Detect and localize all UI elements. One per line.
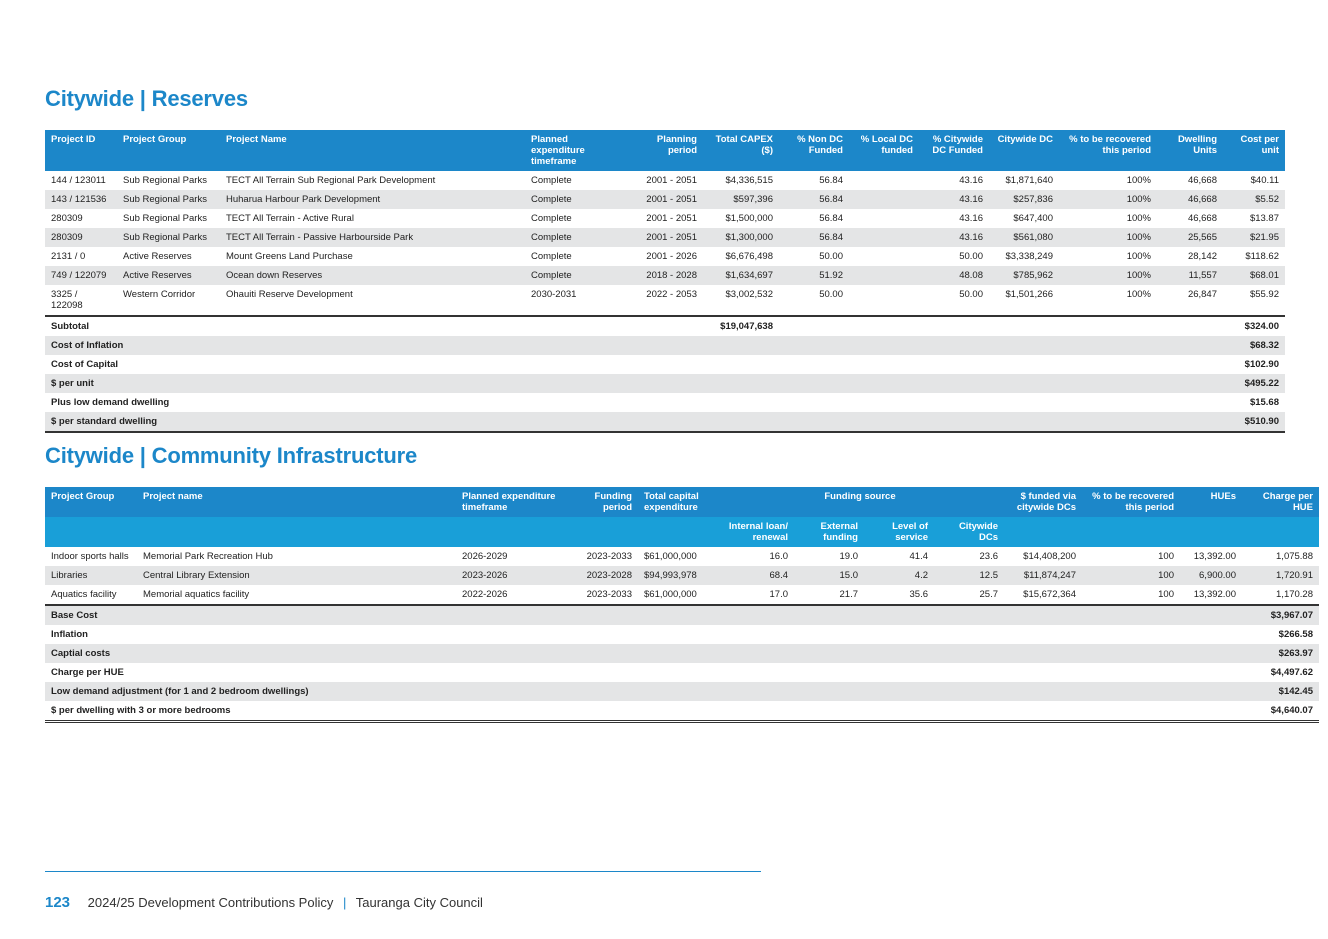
cell-non-dc-funded: 56.84 (819, 175, 843, 186)
cell-planning-period: 2001 - 2051 (625, 190, 703, 209)
col-external-funding: External funding (794, 517, 864, 547)
total-value: $510.90 (1223, 412, 1285, 432)
col-total-capex: Total CAPEX ($) (703, 130, 779, 171)
community-title: Citywide | Community Infrastructure (45, 443, 417, 468)
cell-planned-timeframe: 2022-2026 (462, 589, 508, 600)
cell-dwelling-units: 26,847 (1187, 289, 1217, 300)
cell-cost-per-unit: $55.92 (1249, 289, 1279, 300)
col-planning-period: Planning period (625, 130, 703, 171)
col-dwelling-units: Dwelling Units (1157, 130, 1223, 171)
cell-planned-timeframe: Complete (531, 175, 572, 186)
cell-project-group: Sub Regional Parks (117, 228, 220, 247)
cell-project-id: 143 / 121536 (45, 190, 117, 209)
reserves-header-row (45, 130, 1285, 171)
cell-citywide-dc-funded: 50.00 (959, 251, 983, 262)
cell-planning-period: 2001 - 2026 (646, 251, 697, 262)
cell-total-capital: $61,000,000 (644, 589, 697, 600)
cell-local-dc-funded (849, 171, 919, 190)
cell-citywide-dc-funded: 50.00 (959, 289, 983, 300)
cell-dwelling-units: 46,668 (1187, 213, 1217, 224)
cell-funded-via-dcs: $11,874,247 (1004, 566, 1082, 585)
cell-planning-period: 2001 - 2051 (646, 213, 697, 224)
cell-total-capex: $3,002,532 (725, 289, 773, 300)
cell-total-capex: $1,634,697 (703, 266, 779, 285)
col-citywide-dc: Citywide DC (989, 130, 1059, 171)
cell-citywide-dc: $1,871,640 (1005, 175, 1053, 186)
cell-hues: 6,900.00 (1180, 566, 1242, 585)
cell-citywide-dc-funded: 43.16 (919, 228, 989, 247)
cell-project-id: 144 / 123011 (51, 175, 106, 186)
total-label: Cost of Capital (51, 359, 119, 370)
cell-external-funding: 19.0 (839, 551, 858, 562)
cell-internal-loan: 17.0 (769, 589, 788, 600)
total-value: $266.58 (1278, 629, 1313, 640)
footer-rule (45, 871, 761, 872)
total-row (45, 663, 1319, 682)
cell-project-group: Libraries (45, 566, 137, 585)
cell-planned-timeframe: Complete (531, 213, 572, 224)
footer-separator: | (342, 895, 347, 910)
total-label: $ per unit (45, 374, 703, 393)
total-label: Base Cost (45, 605, 1242, 625)
cell-planned-timeframe: Complete (525, 190, 625, 209)
cell-local-dc-funded (849, 266, 919, 285)
cell-planning-period: 2001 - 2051 (646, 175, 697, 186)
col-citywide-dc-funded: % Citywide DC Funded (919, 130, 989, 171)
total-capex (703, 336, 779, 355)
col-charge-per-hue: Charge per HUE (1242, 487, 1319, 517)
total-label: $ per dwelling with 3 or more bedrooms (45, 701, 1242, 722)
cell-project-name: TECT All Terrain - Passive Harbourside Park (220, 228, 525, 247)
col-planned-timeframe: Planned expenditure timeframe (456, 487, 566, 517)
cell-project-name: Central Library Extension (137, 566, 456, 585)
cell-citywide-dc: $257,836 (989, 190, 1059, 209)
cell-citywide-dc: $1,501,266 (1005, 289, 1053, 300)
cell-charge-per-hue: 1,075.88 (1276, 551, 1313, 562)
table-row (45, 585, 1319, 605)
col-funding-period: Funding period (566, 487, 638, 517)
cell-recovered: 100 (1158, 589, 1174, 600)
cell-cost-per-unit: $21.95 (1223, 228, 1285, 247)
table-row (45, 209, 1285, 228)
total-row (45, 336, 1285, 355)
cell-planning-period: 2022 - 2053 (646, 289, 697, 300)
cell-project-group: Sub Regional Parks (117, 190, 220, 209)
cell-cost-per-unit: $13.87 (1249, 213, 1279, 224)
cell-local-dc-funded (849, 247, 919, 266)
cell-project-group: Sub Regional Parks (123, 175, 207, 186)
cell-recovered: 100% (1126, 251, 1151, 262)
total-capex (703, 374, 779, 393)
total-capex (703, 412, 779, 432)
table-row (45, 171, 1285, 190)
total-value: $4,640.07 (1242, 701, 1319, 722)
cell-planned-timeframe: 2023-2026 (456, 566, 566, 585)
col-recovered: % to be recovered this period (1082, 487, 1180, 517)
cell-recovered: 100% (1126, 213, 1151, 224)
page-number: 123 (45, 894, 71, 911)
total-value: $102.90 (1244, 359, 1279, 370)
cell-planned-timeframe: Complete (525, 266, 625, 285)
total-row (45, 701, 1319, 722)
total-row (45, 355, 1285, 374)
col-project-name: Project name (137, 487, 456, 517)
cell-citywide-dc-funded: 48.08 (919, 266, 989, 285)
total-value: $324.00 (1223, 316, 1285, 336)
cell-project-id: 280309 (51, 213, 83, 224)
col-total-capital: Total capital expenditure (638, 487, 716, 517)
col-project-id: Project ID (45, 130, 117, 171)
cell-project-name: Ohauiti Reserve Development (226, 289, 353, 300)
cell-total-capital: $61,000,000 (644, 551, 697, 562)
total-label: Inflation (51, 629, 88, 640)
cell-planned-timeframe: 2026-2029 (462, 551, 508, 562)
cell-project-group: Indoor sports halls (51, 551, 129, 562)
cell-local-dc-funded (849, 209, 919, 228)
cell-cost-per-unit: $40.11 (1250, 175, 1279, 186)
table-row (45, 190, 1285, 209)
cell-citywide-dc: $647,400 (1013, 213, 1053, 224)
total-row (45, 393, 1285, 412)
total-capex: $19,047,638 (703, 316, 779, 336)
total-label: Subtotal (45, 316, 703, 336)
cell-recovered: 100% (1059, 266, 1157, 285)
cell-level-of-service: 41.4 (909, 551, 928, 562)
col-project-name: Project Name (220, 130, 525, 171)
cell-total-capex: $597,396 (703, 190, 779, 209)
table-row (45, 547, 1319, 566)
col-planned-timeframe: Planned expenditure timeframe (525, 130, 625, 171)
cell-citywide-dc-funded: 43.16 (959, 213, 983, 224)
cell-project-name: Mount Greens Land Purchase (226, 251, 353, 262)
cell-citywide-dcs: 12.5 (934, 566, 1004, 585)
cell-local-dc-funded (849, 190, 919, 209)
col-internal-loan: Internal loan/ renewal (716, 517, 794, 547)
cell-dwelling-units: 11,557 (1157, 266, 1223, 285)
cell-total-capital: $94,993,978 (638, 566, 716, 585)
cell-project-id: 2131 / 0 (51, 251, 86, 262)
cell-external-funding: 15.0 (794, 566, 864, 585)
table-row (45, 566, 1319, 585)
cell-recovered: 100% (1126, 175, 1151, 186)
cell-non-dc-funded: 56.84 (779, 228, 849, 247)
cell-internal-loan: 68.4 (716, 566, 794, 585)
total-row (45, 625, 1319, 644)
cell-project-name: Memorial Park Recreation Hub (143, 551, 273, 562)
total-value: $68.32 (1223, 336, 1285, 355)
reserves-table (45, 130, 1285, 433)
community-subheader-row (45, 517, 1319, 547)
cell-dwelling-units: 25,565 (1157, 228, 1223, 247)
total-row (45, 644, 1319, 663)
cell-level-of-service: 4.2 (864, 566, 934, 585)
cell-hues: 13,392.00 (1193, 551, 1236, 562)
total-value: $495.22 (1223, 374, 1285, 393)
total-label: Cost of Inflation (45, 336, 703, 355)
cell-citywide-dcs: 23.6 (979, 551, 998, 562)
cell-recovered: 100% (1126, 289, 1151, 300)
table-row (45, 247, 1285, 266)
community-table (45, 487, 1319, 723)
table-row (45, 228, 1285, 247)
cell-non-dc-funded: 50.00 (819, 251, 843, 262)
total-row (45, 682, 1319, 701)
col-citywide-dcs: Citywide DCs (934, 517, 1004, 547)
cell-non-dc-funded: 51.92 (779, 266, 849, 285)
col-local-dc-funded: % Local DC funded (849, 130, 919, 171)
cell-non-dc-funded: 56.84 (779, 190, 849, 209)
cell-charge-per-hue: 1,720.91 (1242, 566, 1319, 585)
col-project-group: Project Group (45, 487, 137, 517)
cell-recovered: 100% (1059, 228, 1157, 247)
total-label: Plus low demand dwelling (51, 397, 170, 408)
table-row (45, 266, 1285, 285)
total-capex (703, 355, 779, 374)
cell-cost-per-unit: $68.01 (1223, 266, 1285, 285)
cell-citywide-dc-funded: 43.16 (919, 190, 989, 209)
total-label: $ per standard dwelling (45, 412, 703, 432)
cell-dwelling-units: 28,142 (1187, 251, 1217, 262)
total-value: $15.68 (1249, 397, 1279, 408)
cell-planning-period: 2001 - 2051 (625, 228, 703, 247)
cell-project-group: Active Reserves (123, 251, 192, 262)
cell-non-dc-funded: 56.84 (819, 213, 843, 224)
total-row (45, 316, 1285, 336)
cell-total-capex: $6,676,498 (725, 251, 773, 262)
col-funding-source: Funding source (716, 487, 1004, 517)
col-funded-via-dcs: $ funded via citywide DCs (1004, 487, 1082, 517)
cell-project-group: Sub Regional Parks (123, 213, 207, 224)
cell-dwelling-units: 46,668 (1187, 175, 1217, 186)
col-hues: HUEs (1180, 487, 1242, 517)
total-capex (703, 393, 779, 412)
cell-project-id: 3325 / 122098 (51, 289, 83, 311)
col-cost-per-unit: Cost per unit (1223, 130, 1285, 171)
cell-citywide-dc: $785,962 (989, 266, 1059, 285)
cell-project-name: Memorial aquatics facility (143, 589, 250, 600)
cell-project-group: Active Reserves (117, 266, 220, 285)
cell-dwelling-units: 46,668 (1157, 190, 1223, 209)
cell-cost-per-unit: $118.62 (1245, 251, 1279, 262)
cell-funding-period: 2023-2028 (566, 566, 638, 585)
cell-local-dc-funded (849, 228, 919, 247)
cell-project-name: TECT All Terrain Sub Regional Park Development (226, 175, 436, 186)
cell-external-funding: 21.7 (839, 589, 858, 600)
cell-charge-per-hue: 1,170.28 (1276, 589, 1313, 600)
cell-recovered: 100 (1082, 566, 1180, 585)
cell-recovered: 100% (1059, 190, 1157, 209)
col-project-group: Project Group (117, 130, 220, 171)
cell-project-group: Aquatics facility (51, 589, 117, 600)
cell-citywide-dc-funded: 43.16 (959, 175, 983, 186)
total-value: $4,497.62 (1270, 667, 1313, 678)
document-title: 2024/25 Development Contributions Policy (87, 895, 334, 910)
cell-project-name: Ocean down Reserves (220, 266, 525, 285)
reserves-title: Citywide | Reserves (45, 86, 248, 111)
community-header-row (45, 487, 1319, 517)
cell-cost-per-unit: $5.52 (1223, 190, 1285, 209)
cell-non-dc-funded: 50.00 (819, 289, 843, 300)
cell-local-dc-funded (849, 285, 919, 316)
total-value: $142.45 (1242, 682, 1319, 701)
page-footer (45, 894, 483, 911)
col-recovered: % to be recovered this period (1059, 130, 1157, 171)
cell-internal-loan: 16.0 (769, 551, 788, 562)
cell-project-id: 280309 (45, 228, 117, 247)
cell-project-group: Western Corridor (123, 289, 196, 300)
cell-planned-timeframe: 2030-2031 (531, 289, 577, 300)
total-row (45, 605, 1319, 625)
cell-total-capex: $4,336,515 (725, 175, 773, 186)
cell-citywide-dcs: 25.7 (979, 589, 998, 600)
cell-total-capex: $1,500,000 (725, 213, 773, 224)
cell-funding-period: 2023-2033 (586, 589, 632, 600)
cell-project-name: Huharua Harbour Park Development (220, 190, 525, 209)
cell-planning-period: 2018 - 2028 (625, 266, 703, 285)
cell-citywide-dc: $561,080 (989, 228, 1059, 247)
total-row (45, 412, 1285, 432)
total-label: Low demand adjustment (for 1 and 2 bedroom dwellings) (45, 682, 1242, 701)
col-non-dc-funded: % Non DC Funded (779, 130, 849, 171)
cell-level-of-service: 35.6 (909, 589, 928, 600)
cell-funding-period: 2023-2033 (586, 551, 632, 562)
organisation-name: Tauranga City Council (355, 895, 483, 910)
cell-funded-via-dcs: $15,672,364 (1023, 589, 1076, 600)
cell-recovered: 100 (1158, 551, 1174, 562)
total-label: Captial costs (45, 644, 1242, 663)
cell-citywide-dc: $3,338,249 (1005, 251, 1053, 262)
cell-funded-via-dcs: $14,408,200 (1023, 551, 1076, 562)
cell-planned-timeframe: Complete (525, 228, 625, 247)
cell-project-id: 749 / 122079 (45, 266, 117, 285)
table-row (45, 285, 1285, 316)
cell-planned-timeframe: Complete (531, 251, 572, 262)
cell-hues: 13,392.00 (1193, 589, 1236, 600)
total-value: $263.97 (1242, 644, 1319, 663)
cell-project-name: TECT All Terrain - Active Rural (226, 213, 354, 224)
total-row (45, 374, 1285, 393)
cell-total-capex: $1,300,000 (703, 228, 779, 247)
total-value: $3,967.07 (1242, 605, 1319, 625)
total-label: Charge per HUE (51, 667, 124, 678)
col-level-of-service: Level of service (864, 517, 934, 547)
